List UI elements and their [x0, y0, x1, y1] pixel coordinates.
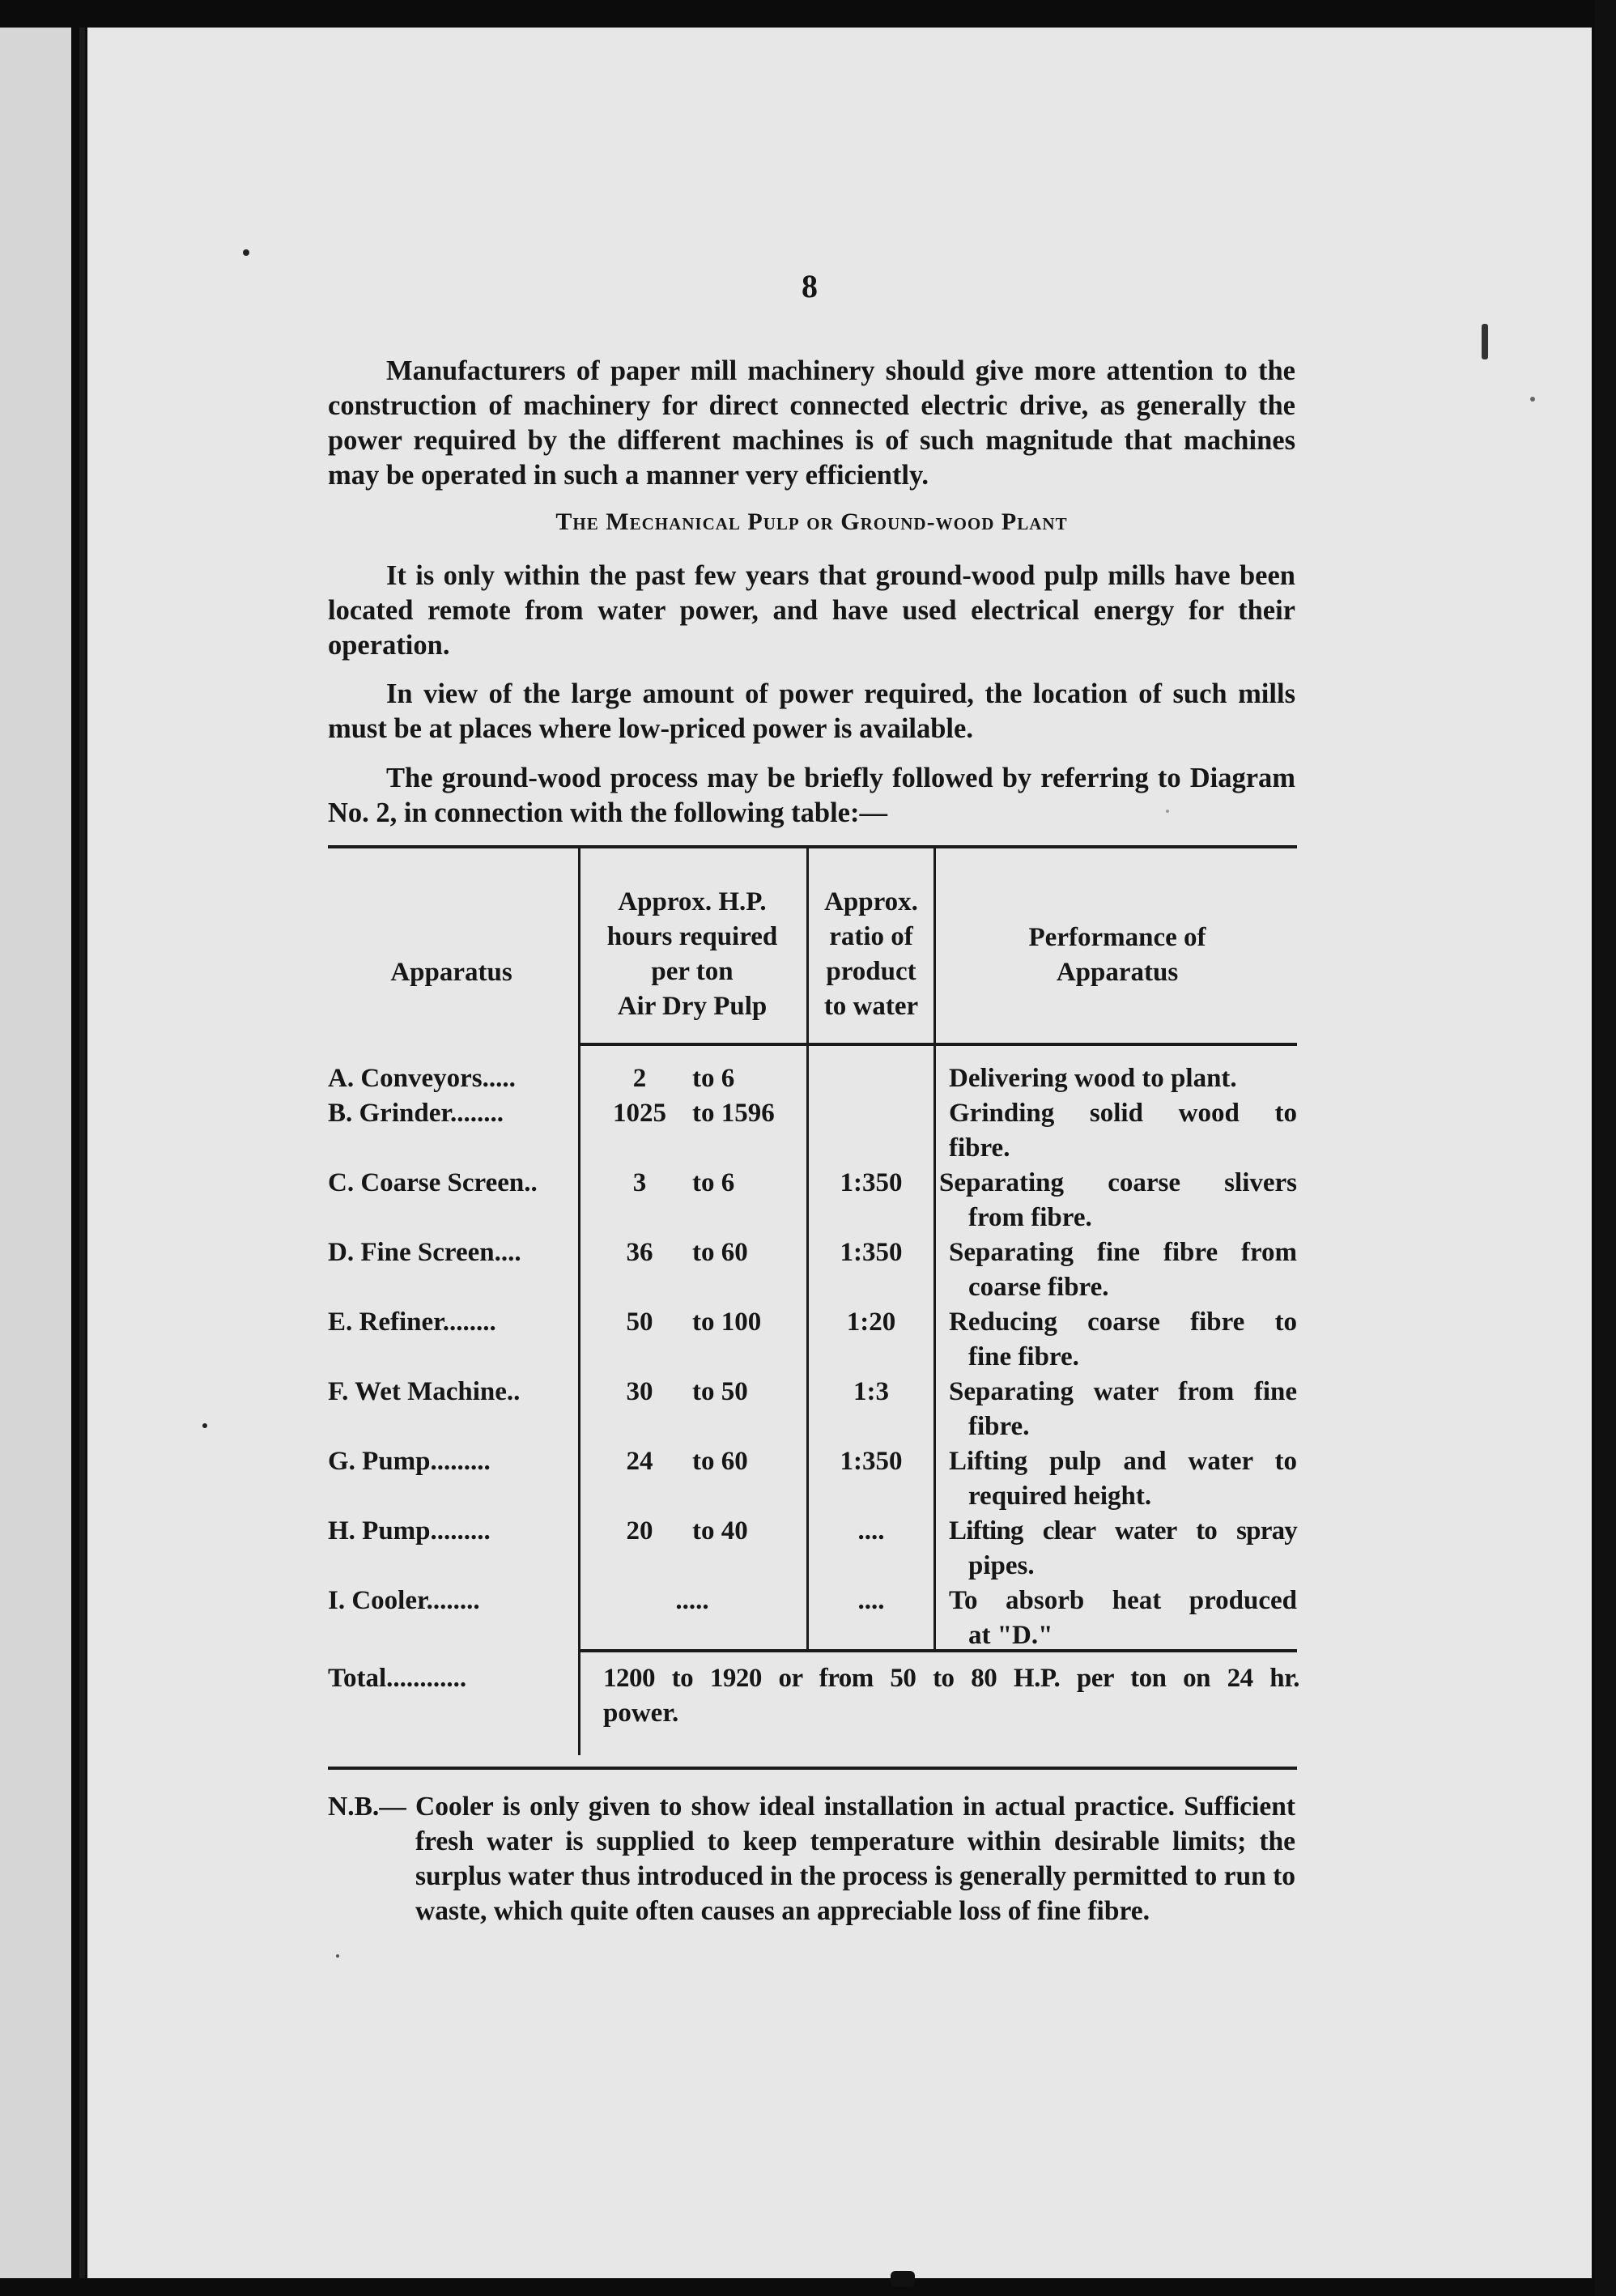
table-top-rule [328, 845, 1297, 848]
table-row-performance [949, 1096, 1297, 1166]
table-row-apparatus: E. Refiner........ [328, 1307, 496, 1337]
table-row-ratio: 1:20 [846, 1307, 896, 1337]
header-ratio-line: product [826, 957, 916, 986]
performance-line: Lifting pulp and water to [949, 1447, 1297, 1476]
header-hp-line: Approx. H.P. [618, 887, 767, 916]
table-row-apparatus: A. Conveyors..... [328, 1064, 516, 1093]
table-row-hp-low: 30 [626, 1377, 653, 1406]
header-ratio-line: ratio of [829, 922, 913, 951]
table-row-apparatus: I. Cooler........ [328, 1586, 480, 1615]
performance-line: Grinding solid wood to [949, 1099, 1297, 1128]
table-row-performance [949, 1375, 1297, 1444]
table-row-hp-high: to 6 [692, 1168, 735, 1197]
header-apparatus: Apparatus [390, 958, 512, 987]
performance-line: fibre. [949, 1133, 1010, 1163]
scan-speck [243, 249, 249, 256]
table-row-ratio: .... [857, 1586, 885, 1615]
performance-line: To absorb heat produced [949, 1586, 1297, 1615]
table-row-hp-low: 36 [626, 1238, 653, 1267]
paragraph-process: The ground-wood process may be briefly followed by referring to Diagram No. 2, in connection with the following table:— [328, 763, 1295, 828]
header-hp-line: Air Dry Pulp [617, 992, 768, 1021]
header-ratio-line: Approx. [824, 887, 918, 916]
performance-line: Separating water from fine [949, 1377, 1297, 1406]
table-row-performance [949, 1235, 1297, 1305]
performance-line: required height. [968, 1482, 1152, 1511]
total-value [603, 1661, 1299, 1731]
table-row-performance [949, 1061, 1307, 1096]
table-row-hp-low: 20 [626, 1516, 653, 1546]
table-row-hp-high: to 60 [692, 1447, 748, 1476]
total-line: power. [603, 1699, 679, 1728]
table-row-hp-low: 2 [632, 1064, 647, 1093]
footnote-lead: N.B.— [328, 1792, 406, 1822]
table-row-hp-high: to 1596 [692, 1099, 775, 1128]
table-row-hp-high: to 100 [692, 1307, 762, 1337]
table-row-apparatus: D. Fine Screen.... [328, 1238, 521, 1267]
table-row-apparatus: H. Pump......... [328, 1516, 491, 1546]
table-row-performance [949, 1305, 1297, 1375]
performance-line: Separating coarse slivers [939, 1168, 1297, 1197]
scan-speck [336, 1954, 339, 1958]
table-row-apparatus: F. Wet Machine.. [328, 1377, 521, 1406]
header-ratio-line: to water [823, 992, 919, 1021]
column-divider-1 [578, 848, 580, 1755]
table-row-ratio: 1:350 [840, 1168, 903, 1197]
table-row-performance [949, 1514, 1297, 1584]
table-bottom-rule [328, 1767, 1297, 1770]
table-row-hp-high: to 6 [692, 1064, 735, 1093]
header-performance [939, 921, 1295, 990]
performance-line: Delivering wood to plant. [949, 1064, 1237, 1093]
table-row-performance [939, 1166, 1297, 1235]
performance-line: Reducing coarse fibre to [949, 1307, 1297, 1337]
section-heading: The Mechanical Pulp or Ground-wood Plant [555, 508, 1068, 535]
table-row-ratio: 1:3 [853, 1377, 889, 1406]
column-divider-3 [933, 848, 936, 1650]
table-row-ratio: 1:350 [840, 1447, 903, 1476]
adjacent-page-edge [0, 28, 71, 2278]
table-row-performance [949, 1444, 1297, 1514]
table-row-hp-high: to 50 [692, 1377, 748, 1406]
page-number: 8 [802, 268, 818, 304]
intro-paragraph: Manufacturers of paper mill machinery should give more attention to the construction of machinery for direct connected electric drive, as generally the power required by the different machines is of such magnitude that machines may be operated in such a manner very efficiently. [328, 355, 1295, 491]
performance-line: fibre. [968, 1412, 1030, 1441]
page-fold-shadow [79, 28, 85, 2278]
performance-line: at "D." [968, 1621, 1053, 1650]
table-row-performance [949, 1584, 1297, 1653]
table-row-ratio: .... [857, 1516, 885, 1546]
footnote-text: Cooler is only given to show ideal installation in actual practice. Sufficient fresh water is supplied to keep temperature within desirable limits; the surplus water thus introduced in the process is generally permitted to run to waste, which quite often causes an appreciable loss of fine fibre. [415, 1792, 1295, 1926]
scan-speck [1166, 810, 1169, 813]
header-performance-line: Apparatus [1056, 958, 1179, 987]
table-row-hp-low: ..... [675, 1586, 709, 1615]
header-hp-line: hours required [606, 922, 778, 951]
table-row-hp-high: to 60 [692, 1238, 748, 1267]
total-line: 1200 to 1920 or from 50 to 80 H.P. per ton on 24 hr. [603, 1664, 1299, 1693]
table-row-hp-high: to 40 [692, 1516, 748, 1546]
paragraph-power: In view of the large amount of power required, the location of such mills must be at places where low-priced power is available. [328, 678, 1295, 744]
table-row-ratio: 1:350 [840, 1238, 903, 1267]
performance-line: Lifting clear water to spray [949, 1516, 1297, 1546]
performance-line: fine fibre. [968, 1342, 1079, 1371]
table-row-apparatus: C. Coarse Screen.. [328, 1168, 538, 1197]
scan-speck [1530, 397, 1535, 402]
header-hp-line: per ton [651, 957, 734, 986]
header-performance-line: Performance of [1028, 923, 1206, 952]
table-row-apparatus: B. Grinder........ [328, 1099, 504, 1128]
total-label: Total............ [328, 1664, 467, 1693]
table-row-apparatus: G. Pump......... [328, 1447, 491, 1476]
scan-border [1595, 0, 1616, 2296]
table-row-hp-low: 24 [626, 1447, 653, 1476]
table-row-hp-low: 3 [632, 1168, 647, 1197]
column-divider-2 [806, 848, 809, 1650]
scan-speck [1482, 324, 1488, 359]
paragraph-location: It is only within the past few years that ground-wood pulp mills have been located remote from water power, and have used electrical energy for their operation. [328, 560, 1295, 661]
scan-speck [891, 2271, 915, 2287]
header-bottom-rule [580, 1043, 1297, 1046]
scan-speck [202, 1423, 207, 1428]
performance-line: coarse fibre. [968, 1273, 1109, 1302]
performance-line: from fibre. [968, 1203, 1092, 1232]
table-row-hp-low: 1025 [613, 1099, 666, 1128]
table-row-hp-low: 50 [626, 1307, 653, 1337]
footnote [328, 1789, 1295, 1928]
header-hp [583, 885, 802, 1024]
header-ratio [810, 885, 933, 1024]
performance-line: Separating fine fibre from [949, 1238, 1297, 1267]
performance-line: pipes. [968, 1551, 1035, 1580]
